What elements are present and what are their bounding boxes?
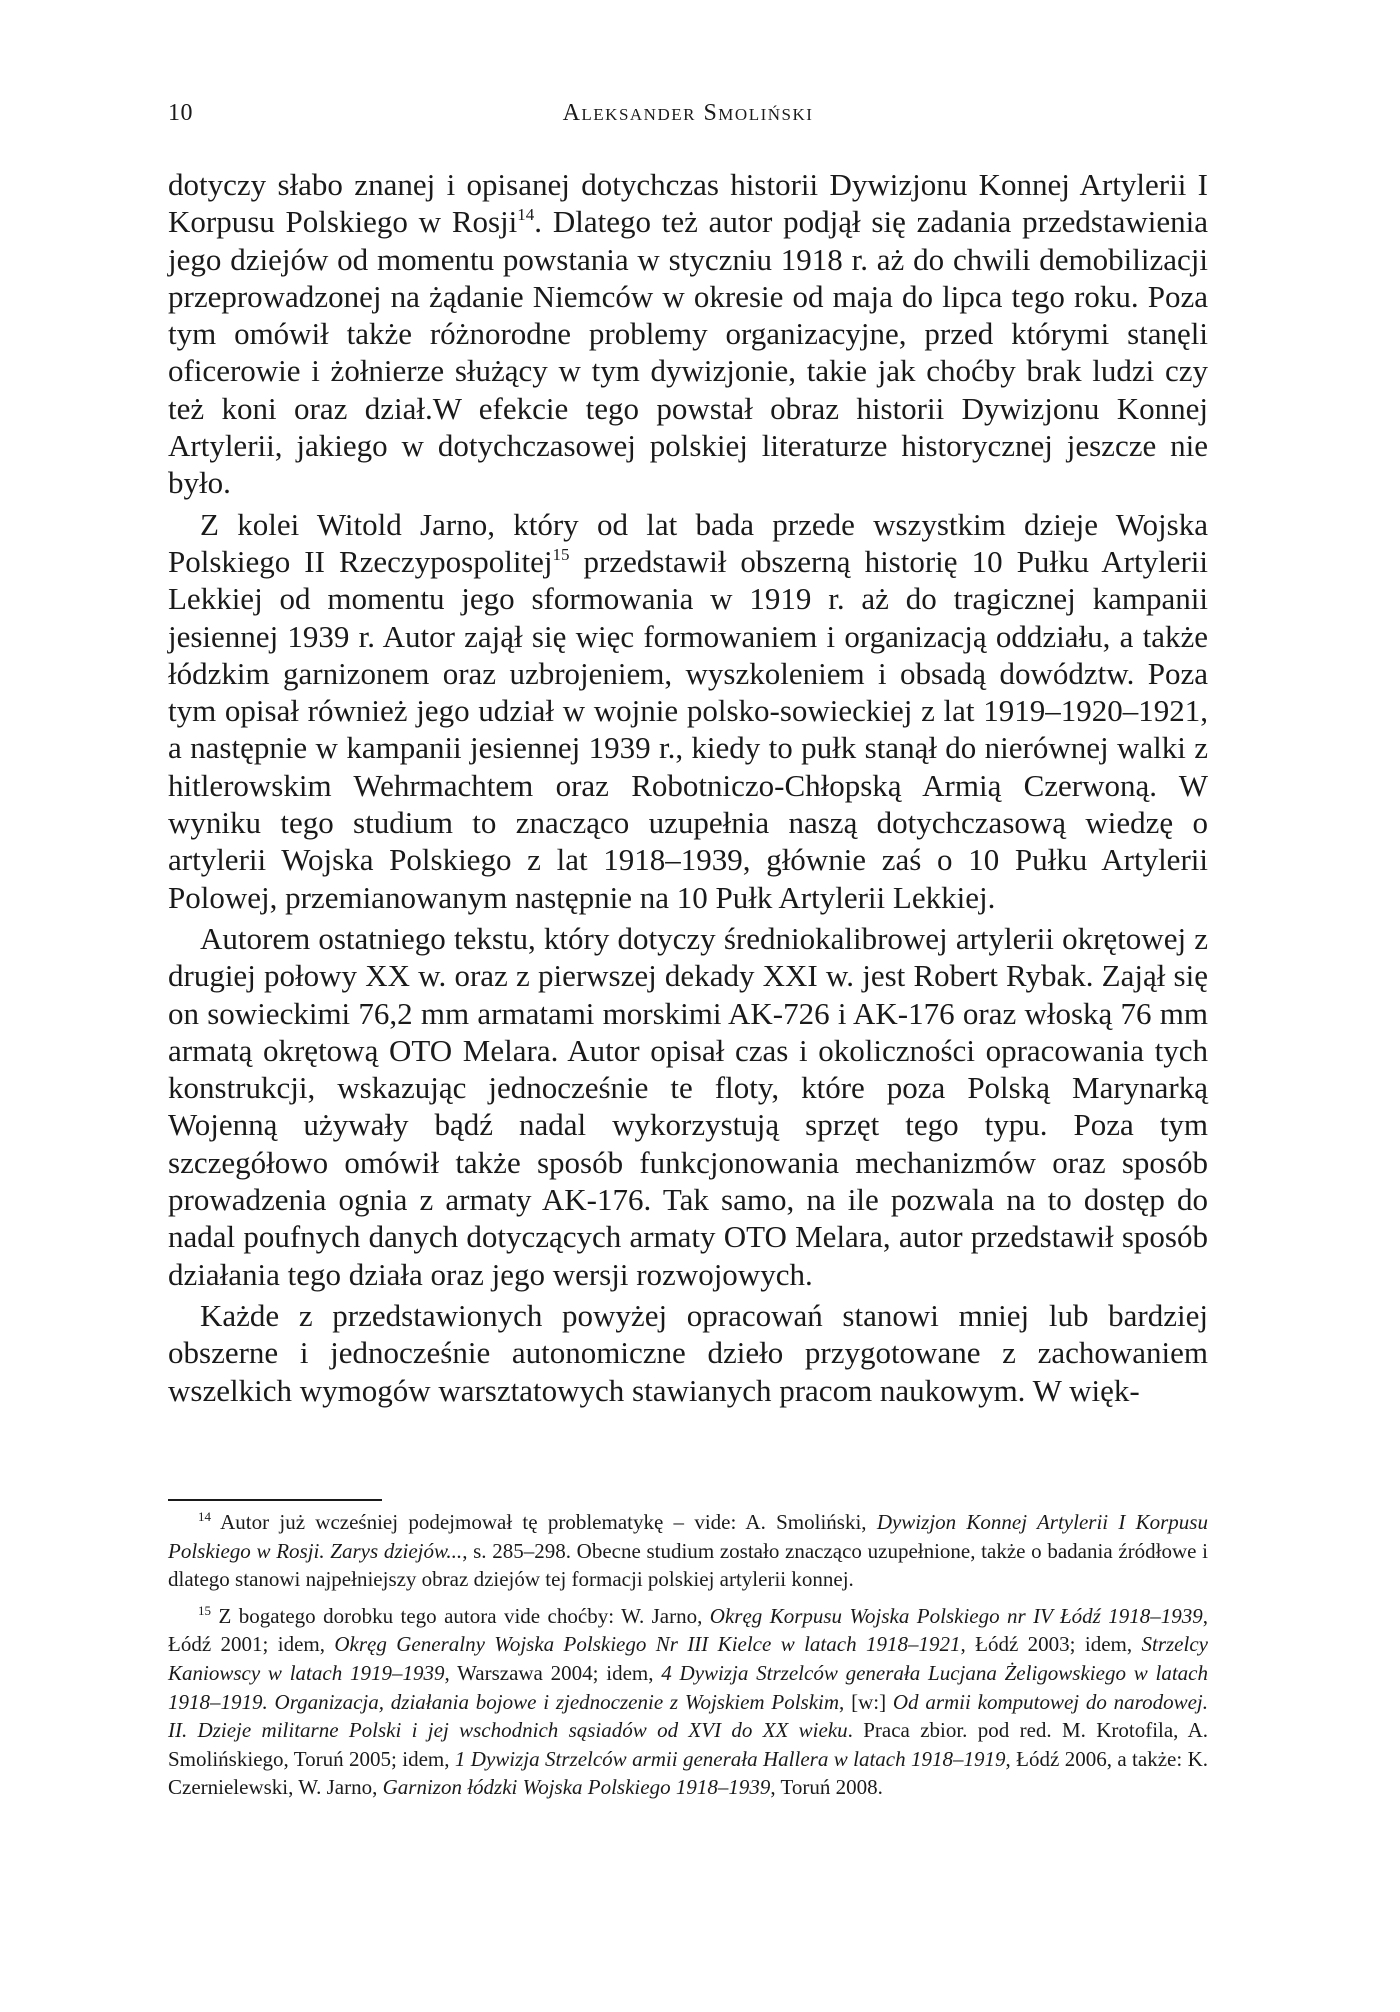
footnote-number: 14: [198, 1509, 211, 1524]
citation-title: Strzelcy Kaniowscy w latach 1919–1939: [168, 1632, 1208, 1685]
text-segment: , Toruń 2008.: [770, 1775, 883, 1800]
text-segment: , Łódź 2006, a także: K. Czernielewski, W. Jarno,: [168, 1746, 1208, 1800]
citation-title: Garnizon łódzki Wojska Polskiego 1918–1939: [382, 1775, 771, 1800]
paragraph: [168, 166, 1208, 502]
paragraph: Każde z przedstawionych powyżej opracowań stanowi mniej lub bardziej obszerne i jednocześnie autonomiczne dzieło przygotowane z zachowaniem wszelkich wymogów warsztatowych stawianych pracom naukowym. W więk-: [168, 1297, 1208, 1408]
citation-title: 4 Dywizja Strzelców generała Lucjana Żeligowskiego w latach 1918–1919. Organizacja, działania bojowe i zjednoczenie z Wojskiem Polskim: [168, 1660, 1208, 1714]
footnote-separator: [168, 1499, 382, 1501]
text-segment: . Dlatego też autor podjął się zadania przedstawienia jego dziejów od momentu powstania w styczniu 1918 r. aż do chwili demobilizacji przeprowadzonej na żądanie Niemców w okresie od maja do lipca tego roku. Poza tym omówił także różnorodne problemy organizacyjne, przed którymi stanęli oficerowie i żołnierze służący w tym dywizjonie, takie jak choćby brak ludzi czy też koni oraz dział.W efekcie tego powstał obraz historii Dywizjonu Konnej Artylerii, jakiego w dotychczasowej polskiej literaturze historycznej jeszcze nie było.: [168, 204, 1208, 501]
footnote-ref: 15: [552, 544, 570, 564]
paragraph: Autorem ostatniego tekstu, który dotyczy średniokalibrowej artylerii okrętowej z drugiej połowy XX w. oraz z pierwszej dekady XXI w. jest Robert Rybak. Zajął się on sowieckimi 76,2 mm armatami morskimi AK-726 i AK-176 oraz włoską 76 mm armatą okrętową OTO Melara. Autor opisał czas i okoliczności opracowania tych konstrukcji, wskazując jednocześnie te floty, które poza Polską Marynarką Wojenną używały bądź nadal wykorzystują sprzęt tego typu. Poza tym szczegółowo omówił także sposób funkcjonowania mechanizmów oraz sposób prowadzenia ognia z armaty AK-176. Tak samo, na ile pozwala na to dostęp do nadal poufnych danych dotyczących armaty OTO Melara, autor przedstawił sposób działania tego działa oraz jego wersji rozwojowych.: [168, 920, 1208, 1292]
text-segment: . Praca zbior. pod red. M. Krotofila, A. Smolińskiego, Toruń 2005; idem,: [168, 1718, 1209, 1771]
footnotes: [168, 1508, 1208, 1802]
footnote: [168, 1602, 1208, 1802]
footnote-ref: 14: [517, 205, 535, 225]
text-segment: dotyczy słabo znanej i opisanej dotychczas historii Dywizjonu Konnej Artylerii I Korpusu Polskiego w Rosji: [168, 167, 1208, 240]
text-segment: przedstawił obszerną historię 10 Pułku Artylerii Lekkiej od momentu jego sformowania w 1919 r. aż do tragicznej kampanii jesiennej 1939 r. Autor zajął się więc formowaniem i organizacją oddziału, a także łódzkim garnizonem oraz uzbrojeniem, wyszkoleniem i obsadą dowództw. Poza tym opisał również jego udział w wojnie polsko-sowieckiej z lat 1919–1920–1921, a następnie w kampanii jesiennej 1939 r., kiedy to pułk stanął do nierównej walki z hitlerowskim Wehrmachtem oraz Robotniczo-Chłopską Armią Czerwoną. W wyniku tego studium to znacząco uzupełnia naszą dotychczasową wiedzę o artylerii Wojska Polskiego z lat 1918–1939, głównie zaś o 10 Pułku Artylerii Polowej, przemianowanym następnie na 10 Pułk Artylerii Lekkiej.: [168, 543, 1208, 915]
footnote: [168, 1508, 1208, 1594]
page-header: [168, 100, 1208, 140]
text-segment: , Łódź 2001; idem,: [168, 1603, 1209, 1657]
text-segment: Autor już wcześniej podejmował tę problematykę – vide: A. Smoliński,: [220, 1510, 877, 1534]
text-segment: , [w:]: [839, 1689, 893, 1714]
paragraph: [168, 506, 1208, 916]
text-segment: , Łódź 2003; idem,: [960, 1632, 1142, 1657]
citation-title: 1 Dywizja Strzelców armii generała Hallera w latach 1918–1919: [454, 1746, 1006, 1771]
footnote-number: 15: [198, 1602, 211, 1618]
page-number: 10: [168, 100, 193, 126]
text-segment: , s. 285–298. Obecne studium zostało znacząco uzupełnione, także o badania źródłowe i dlatego stanowi najpełniejszy obraz dziejów tej formacji polskiej artylerii konnej.: [168, 1538, 1208, 1592]
citation-title: Okręg Generalny Wojska Polskiego Nr III Kielce w latach 1918–1921: [334, 1632, 961, 1657]
text-segment: Z bogatego dorobku tego autora vide choćby: W. Jarno,: [218, 1603, 710, 1628]
citation-title: Dywizjon Konnej Artylerii I Korpusu Polskiego w Rosji. Zarys dziejów...: [168, 1510, 1208, 1563]
text-segment: Z kolei Witold Jarno, który od lat bada przede wszystkim dzieje Wojska Polskiego II Rzeczypospolitej: [168, 506, 1208, 579]
text-segment: , Warszawa 2004; idem,: [444, 1660, 662, 1685]
citation-title: Okręg Korpusu Wojska Polskiego nr IV Łódź 1918–1939: [709, 1603, 1203, 1628]
running-head: Aleksander Smoliński: [562, 100, 814, 126]
citation-title: Od armii komputowej do narodowej. II. Dzieje militarne Polski i jej wschodnich sąsiadów od XVI do XX wieku: [168, 1689, 1208, 1743]
main-text: [168, 166, 1208, 1409]
